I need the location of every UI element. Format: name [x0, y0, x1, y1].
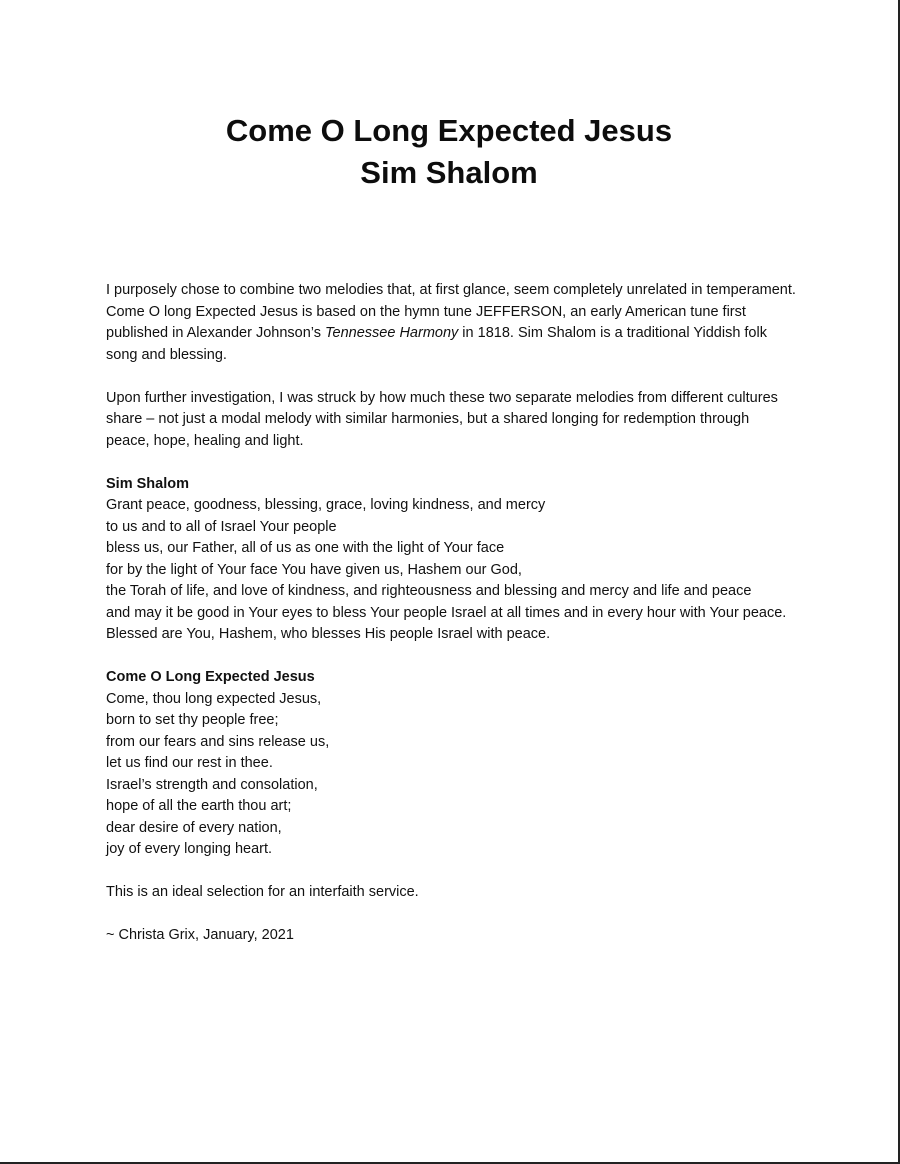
come-o-long-section	[106, 667, 796, 861]
sim-shalom-section	[106, 474, 796, 646]
intro-paragraph-2: Upon further investigation, I was struck by how much these two separate melodies from different cultures share – not just a modal melody with similar harmonies, but a shared longing for redemption through peace, hope, healing and light.	[106, 389, 778, 449]
hymn-line: born to set thy people free;	[106, 712, 279, 728]
sim-shalom-line: and may it be good in Your eyes to bless Your people Israel at all times and in every hour with Your peace.	[106, 604, 787, 621]
hymn-line: hope of all the earth thou art;	[106, 798, 292, 814]
intro-paragraph-1	[106, 280, 796, 366]
document-body	[106, 280, 796, 968]
sim-shalom-line: for by the light of Your face You have given us, Hashem our God,	[106, 561, 522, 578]
title-block	[0, 110, 898, 194]
intro-text-1: I purposely chose to combine two melodies that, at first glance, seem completely unrelated in temperament. Come O long Expected Jesus is based on the hymn tune JEFFERSON, an early American tune first published in Alexander Johnson’s	[106, 282, 796, 341]
closing-note: This is an ideal selection for an interfaith service.	[106, 884, 419, 900]
sim-shalom-heading: Sim Shalom	[106, 475, 189, 492]
sim-shalom-line: bless us, our Father, all of us as one with the light of Your face	[106, 540, 505, 556]
hymn-line: let us find our rest in thee.	[106, 755, 273, 771]
page-subtitle: Sim Shalom	[360, 155, 538, 190]
page-title: Come O Long Expected Jesus	[225, 113, 673, 148]
sim-shalom-line: Blessed are You, Hashem, who blesses His people Israel with peace.	[106, 626, 551, 642]
signature: ~ Christa Grix, January, 2021	[106, 927, 294, 943]
hymn-line: dear desire of every nation,	[106, 819, 282, 836]
book-title: Tennessee Harmony	[325, 325, 459, 341]
sim-shalom-line: to us and to all of Israel Your people	[106, 518, 337, 535]
hymn-line: joy of every longing heart.	[106, 841, 273, 857]
hymn-line: Israel’s strength and consolation,	[106, 776, 318, 793]
hymn-line: from our fears and sins release us,	[106, 733, 330, 750]
intro-text-2: in 1818. Sim Shalom is a traditional Yiddish folk song and blessing.	[106, 325, 767, 363]
hymn-line: Come, thou long expected Jesus,	[106, 690, 322, 707]
sim-shalom-line: Grant peace, goodness, blessing, grace, loving kindness, and mercy	[106, 497, 546, 513]
come-o-long-heading: Come O Long Expected Jesus	[106, 669, 315, 685]
sim-shalom-line: the Torah of life, and love of kindness, and righteousness and blessing and mercy and life and peace	[106, 583, 752, 599]
